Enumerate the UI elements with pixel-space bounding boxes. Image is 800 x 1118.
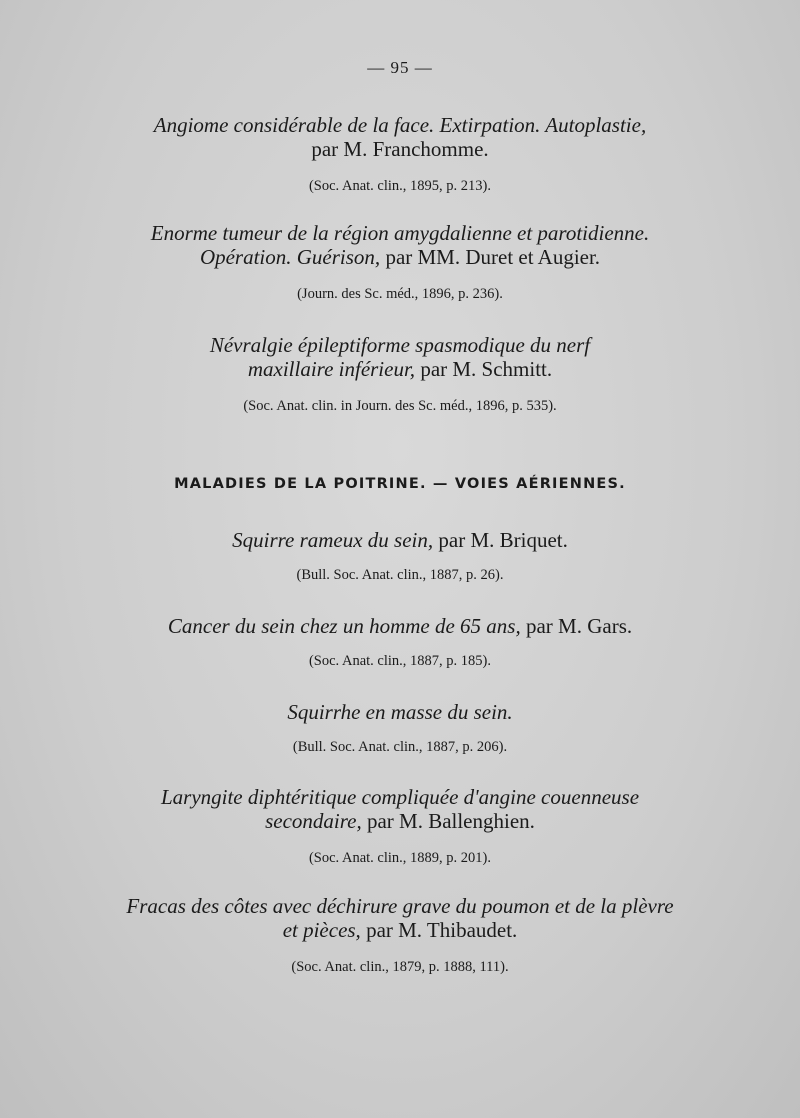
entry-author: par M. Franchomme. bbox=[311, 137, 489, 161]
entry-title: Squirre rameux du sein, bbox=[232, 528, 434, 552]
bibliography-entry bbox=[0, 221, 800, 303]
bibliography-entry bbox=[0, 528, 800, 584]
entry-title-line bbox=[0, 137, 800, 161]
section-heading: MALADIES DE LA POITRINE. — VOIES AÉRIENNES. bbox=[174, 476, 626, 492]
bibliography-entry bbox=[0, 113, 800, 195]
entry-title: Laryngite diphtéritique compliquée d'angine couenneuse bbox=[160, 785, 640, 809]
entry-title-line bbox=[0, 245, 800, 269]
entry-title-line bbox=[0, 918, 800, 942]
entry-author: par M. Thibaudet. bbox=[366, 918, 518, 942]
bibliography-entry bbox=[0, 333, 800, 415]
entry-title-line bbox=[0, 357, 800, 381]
entry-title-continued: secondaire, bbox=[265, 809, 362, 833]
entry-title-line bbox=[0, 785, 800, 809]
entry-author: par M. Briquet. bbox=[438, 528, 568, 552]
entry-source: (Soc. Anat. clin., 1889, p. 201). bbox=[308, 850, 492, 866]
entry-author: par M. Gars. bbox=[525, 614, 633, 638]
entry-title: Cancer du sein chez un homme de 65 ans, bbox=[167, 614, 521, 638]
entry-title: Fracas des côtes avec déchirure grave du poumon et de la plèvre bbox=[126, 894, 674, 918]
entry-source: (Soc. Anat. clin., 1887, p. 185). bbox=[308, 653, 492, 669]
entry-title: Angiome considérable de la face. Extirpation. Autoplastie, bbox=[153, 113, 647, 137]
entry-source: (Bull. Soc. Anat. clin., 1887, p. 206). bbox=[292, 739, 508, 755]
entry-title-line bbox=[0, 221, 800, 245]
entry-title-continued: maxillaire inférieur, bbox=[247, 357, 416, 381]
entry-title: Névralgie épileptiforme spasmodique du nerf bbox=[209, 333, 591, 357]
entry-source: (Bull. Soc. Anat. clin., 1887, p. 26). bbox=[296, 567, 504, 583]
bibliography-entry bbox=[0, 894, 800, 976]
entry-title-line bbox=[0, 528, 800, 552]
entry-title: Squirrhe en masse du sein. bbox=[287, 700, 513, 724]
bibliography-entry bbox=[0, 785, 800, 867]
entry-title-line bbox=[0, 700, 800, 724]
bibliography-entry bbox=[0, 614, 800, 670]
entry-title-line bbox=[0, 809, 800, 833]
entry-source: (Journ. des Sc. méd., 1896, p. 236). bbox=[297, 286, 503, 302]
entry-source: (Soc. Anat. clin., 1895, p. 213). bbox=[308, 178, 492, 194]
entry-title-line bbox=[0, 333, 800, 357]
entry-source: (Soc. Anat. clin., 1879, p. 1888, 111). bbox=[291, 959, 509, 975]
entry-author: par MM. Duret et Augier. bbox=[385, 245, 601, 269]
entry-author: par M. Ballenghien. bbox=[366, 809, 535, 833]
entry-title-continued: Opération. Guérison, bbox=[199, 245, 381, 269]
entry-title-continued: et pièces, bbox=[282, 918, 361, 942]
entry-title: Enorme tumeur de la région amygdalienne et parotidienne. bbox=[150, 221, 650, 245]
entry-title-line bbox=[0, 113, 800, 137]
entry-source: (Soc. Anat. clin. in Journ. des Sc. méd., 1896, p. 535). bbox=[243, 398, 557, 414]
entry-title-line bbox=[0, 614, 800, 638]
entry-author: par M. Schmitt. bbox=[420, 357, 553, 381]
page-number: — 95 — bbox=[367, 58, 433, 77]
bibliography-entry bbox=[0, 700, 800, 756]
entry-title-line bbox=[0, 894, 800, 918]
